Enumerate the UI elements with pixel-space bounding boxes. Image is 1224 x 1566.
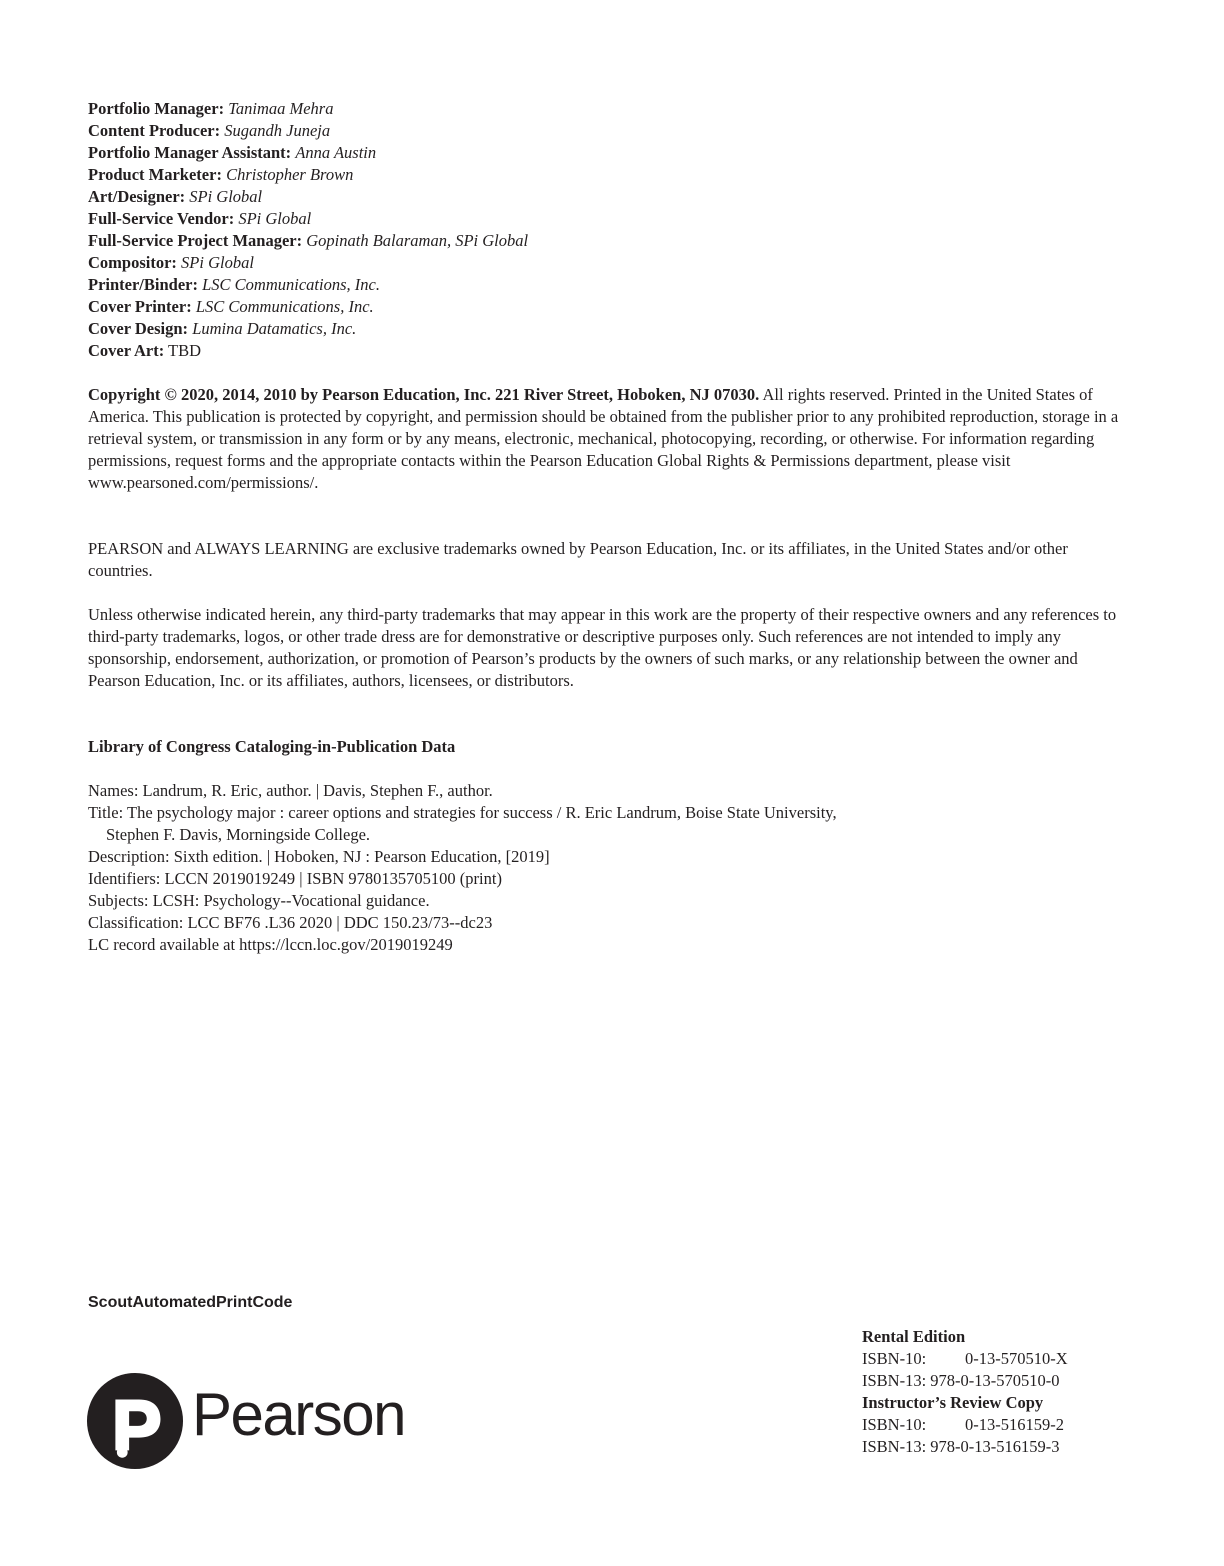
credit-value: SPi Global (238, 209, 312, 228)
review-isbn10 (862, 1414, 1068, 1436)
credit-label: Compositor: (88, 253, 177, 272)
pearson-logo (86, 1372, 416, 1470)
credit-label: Full-Service Project Manager: (88, 231, 303, 250)
credit-value: Gopinath Balaraman, SPi Global (306, 231, 529, 250)
cip-identifiers: Identifiers: LCCN 2019019249 | ISBN 9780135705100 (print) (88, 869, 502, 888)
credit-value: Sugandh Juneja (224, 121, 331, 140)
credit-value: TBD (168, 341, 202, 360)
credit-value: SPi Global (189, 187, 263, 206)
credit-value: LSC Communications, Inc. (195, 297, 374, 316)
credit-label: Art/Designer: (88, 187, 186, 206)
credit-label: Cover Design: (88, 319, 189, 338)
credit-label: Portfolio Manager Assistant: (88, 143, 292, 162)
credit-value: Lumina Datamatics, Inc. (192, 319, 357, 338)
cip-classification: Classification: LCC BF76 .L36 2020 | DDC 150.23/73--dc23 (88, 913, 493, 932)
credit-label: Product Marketer: (88, 165, 222, 184)
credit-label: Printer/Binder: (88, 275, 198, 294)
credit-label: Content Producer: (88, 121, 221, 140)
review-copy-heading: Instructor’s Review Copy (862, 1393, 1044, 1412)
credit-row (88, 208, 1128, 230)
cip-names: Names: Landrum, R. Eric, author. | Davis, Stephen F., author. (88, 781, 493, 800)
rental-isbn13 (862, 1370, 1068, 1392)
credit-row (88, 252, 1128, 274)
rental-edition-heading: Rental Edition (862, 1327, 966, 1346)
isbn-panel (862, 1326, 1068, 1458)
isbn-label: ISBN-13: (862, 1437, 927, 1456)
credit-value: LSC Communications, Inc. (202, 275, 380, 294)
isbn-label: ISBN-13: (862, 1371, 927, 1390)
credit-row (88, 274, 1128, 296)
credit-row (88, 186, 1128, 208)
third-party-notice: Unless otherwise indicated herein, any third-party trademarks that may appear in this work are the property of their respective owners and any references to third-party trademarks, logos, or other trade dress are for demonstrative or descriptive purposes only. Such references are not intended to imply any sponsorship, endorsement, authorization, or promotion of Pearson’s products by the owners of such marks, or any relationship between the owner and Pearson Education, Inc. or its affiliates, authors, licensees, or distributors. (88, 605, 1117, 690)
credit-row (88, 120, 1128, 142)
cip-description: Description: Sixth edition. | Hoboken, NJ : Pearson Education, [2019] (88, 847, 550, 866)
isbn-value: 0-13-570510-X (965, 1349, 1068, 1368)
cip-subjects: Subjects: LCSH: Psychology--Vocational guidance. (88, 891, 430, 910)
credit-value: Anna Austin (295, 143, 377, 162)
print-code: ScoutAutomatedPrintCode (88, 1294, 293, 1311)
credit-value: SPi Global (181, 253, 254, 272)
credit-row (88, 98, 1128, 120)
credit-label: Cover Printer: (88, 297, 192, 316)
trademark-notice: PEARSON and ALWAYS LEARNING are exclusive trademarks owned by Pearson Education, Inc. or its affiliates, in the United States and/or other countries. (88, 539, 1068, 580)
isbn-value: 978-0-13-516159-3 (930, 1437, 1060, 1456)
credit-label: Full-Service Vendor: (88, 209, 235, 228)
pearson-p-icon (86, 1372, 184, 1470)
review-isbn13 (862, 1436, 1068, 1458)
credit-row (88, 164, 1128, 186)
credit-label: Cover Art: (88, 341, 165, 360)
credit-row (88, 296, 1128, 318)
isbn-value: 978-0-13-570510-0 (930, 1371, 1060, 1390)
loc-heading: Library of Congress Cataloging-in-Publication Data (88, 737, 456, 756)
isbn-value: 0-13-516159-2 (965, 1415, 1064, 1434)
credit-row (88, 230, 1128, 252)
credit-value: Christopher Brown (226, 165, 354, 184)
production-credits (88, 98, 1128, 362)
credit-value: Tanimaa Mehra (228, 99, 334, 118)
copyright-body: All rights reserved. Printed in the United States of America. This publication is protected by copyright, and permission should be obtained from the publisher prior to any prohibited reproduction, storage in a retrieval system, or transmission in any form or by any means, electronic, mechanical, photocopying, recording, or otherwise. For information regarding permissions, request forms and the appropriate contacts within the Pearson Education Global Rights & Permissions department, please visit www.pearsoned.com/permissions/. (88, 385, 1119, 492)
credit-row (88, 142, 1128, 164)
cip-title: Title: The psychology major : career options and strategies for success / R. Eric Landrum, Boise State University, (88, 803, 837, 822)
cip-lc-record: LC record available at https://lccn.loc.gov/2019019249 (88, 935, 453, 954)
copyright-lead: Copyright © 2020, 2014, 2010 by Pearson Education, Inc. 221 River Street, Hoboken, NJ 07030. (88, 385, 760, 404)
cip-data (88, 780, 1128, 956)
credit-label: Portfolio Manager: (88, 99, 225, 118)
isbn-label: ISBN-10: (862, 1349, 927, 1368)
credit-row (88, 340, 1128, 362)
credit-row (88, 318, 1128, 340)
isbn-label: ISBN-10: (862, 1415, 927, 1434)
cip-title-continued: Stephen F. Davis, Morningside College. (106, 825, 371, 844)
pearson-wordmark: Pearson (192, 1381, 405, 1448)
copyright-notice (88, 384, 1128, 494)
rental-isbn10 (862, 1348, 1068, 1370)
